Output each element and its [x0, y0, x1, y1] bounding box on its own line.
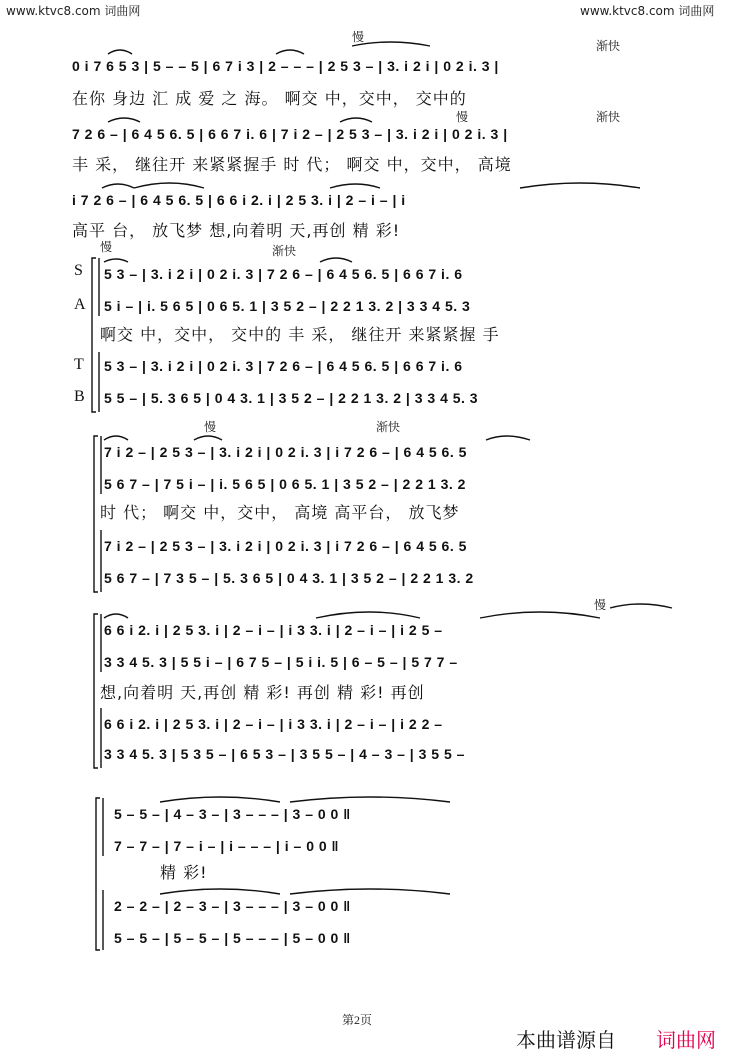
tenor-line: 6 6 i 2. i | 2 5 3. i | 2 – i – | i 3 3. i | 2 – i – | i 2 2 – — [104, 716, 443, 732]
tempo-mark-slow: 慢 — [352, 30, 365, 44]
page-number: 第2页 — [342, 1013, 373, 1027]
tempo-mark-slow: 慢 — [594, 598, 607, 612]
header-right-watermark: www.ktvc8.com 词曲网 — [580, 4, 715, 18]
tempo-mark-accel: 渐快 — [596, 110, 621, 124]
soprano-line: 5 – 5 – | 4 – 3 – | 3 – – – | 3 – 0 0 ‖ — [114, 806, 351, 822]
system-bracket — [94, 436, 98, 592]
tenor-line: 5 3 – | 3. i 2 i | 0 2 i. 3 | 7 2 6 – | 6 4 5 6. 5 | 6 6 7 i. 6 — [104, 358, 463, 374]
bass-line: 5 5 – | 5. 3 6 5 | 0 4 3. 1 | 3 5 2 – | 2 2 1 3. 2 | 3 3 4 5. 3 — [104, 390, 479, 406]
notation-line: 0 i 7 6 5 3 | 5 – – 5 | 6 7 i 3 | 2 – – – | 2 5 3 – | 3. i 2 i | 0 2 i. 3 | — [72, 58, 499, 74]
tempo-mark-slow: 慢 — [204, 420, 217, 434]
voice-label-s: S — [74, 262, 83, 279]
notation-line: i 7 2 6 – | 6 4 5 6. 5 | 6 6 i 2. i | 2 5 3. i | 2 – i – | i — [72, 192, 406, 208]
lyrics-line: 在你 身边 汇 成 爱 之 海。 啊交 中，交中， 交中的 — [72, 89, 467, 108]
tempo-mark-slow: 慢 — [100, 240, 113, 254]
notation-line: 7 2 6 – | 6 4 5 6. 5 | 6 6 7 i. 6 | 7 i 2 – | 2 5 3 – | 3. i 2 i | 0 2 i. 3 | — [72, 126, 508, 142]
tempo-mark-accel: 渐快 — [596, 39, 621, 53]
lyrics-line: 想,向着明 天,再创 精 彩! 再创 精 彩! 再创 — [100, 683, 425, 702]
header-left-watermark: www.ktvc8.com 词曲网 — [6, 4, 141, 18]
tenor-line: 7 i 2 – | 2 5 3 – | 3. i 2 i | 0 2 i. 3 | i 7 2 6 – | 6 4 5 6. 5 — [104, 538, 467, 554]
bass-line: 5 – 5 – | 5 – 5 – | 5 – – – | 5 – 0 0 ‖ — [114, 930, 351, 946]
bass-line: 5 6 7 – | 7 3 5 – | 5. 3 6 5 | 0 4 3. 1 | 3 5 2 – | 2 2 1 3. 2 — [104, 570, 474, 586]
alto-line: 5 i – | i. 5 6 5 | 0 6 5. 1 | 3 5 2 – | 2 2 1 3. 2 | 3 3 4 5. 3 — [104, 298, 471, 314]
lyrics-line: 丰 采， 继往开 来紧紧握手 时 代； 啊交 中，交中， 高境 — [72, 155, 512, 174]
system-bracket — [96, 798, 100, 950]
source-brand: 词曲网 — [656, 1028, 716, 1052]
tempo-mark-slow: 慢 — [456, 110, 469, 124]
source-label: 本曲谱源自 — [516, 1028, 616, 1052]
alto-line: 5 6 7 – | 7 5 i – | i. 5 6 5 | 0 6 5. 1 | 3 5 2 – | 2 2 1 3. 2 — [104, 476, 466, 492]
soprano-line: 5 3 – | 3. i 2 i | 0 2 i. 3 | 7 2 6 – | 6 4 5 6. 5 | 6 6 7 i. 6 — [104, 266, 463, 282]
system-bracket — [94, 614, 98, 768]
tempo-mark-accel: 渐快 — [376, 420, 401, 434]
lyrics-line: 高平 台， 放飞梦 想,向着明 天,再创 精 彩! — [72, 221, 401, 240]
voice-label-a: A — [74, 296, 86, 313]
lyrics-line: 时 代； 啊交 中，交中， 高境 高平台， 放飞梦 — [100, 503, 460, 522]
lyrics-line: 啊交 中，交中， 交中的 丰 采， 继往开 来紧紧握 手 — [100, 325, 500, 344]
tempo-mark-accel: 渐快 — [272, 244, 297, 258]
soprano-line: 7 i 2 – | 2 5 3 – | 3. i 2 i | 0 2 i. 3 | i 7 2 6 – | 6 4 5 6. 5 — [104, 444, 467, 460]
soprano-line: 6 6 i 2. i | 2 5 3. i | 2 – i – | i 3 3. i | 2 – i – | i 2 5 – — [104, 622, 443, 638]
bass-line: 3 3 4 5. 3 | 5 3 5 – | 6 5 3 – | 3 5 5 – | 4 – 3 – | 3 5 5 – — [104, 746, 465, 762]
alto-line: 7 – 7 – | 7 – i – | i – – – | i – 0 0 ‖ — [114, 838, 340, 854]
lyrics-line: 精 彩! — [160, 863, 208, 882]
voice-label-b: B — [74, 388, 85, 405]
system-bracket — [92, 258, 96, 412]
voice-label-t: T — [74, 356, 84, 373]
alto-line: 3 3 4 5. 3 | 5 5 i – | 6 7 5 – | 5 i i. 5 | 6 – 5 – | 5 7 7 – — [104, 654, 458, 670]
tenor-line: 2 – 2 – | 2 – 3 – | 3 – – – | 3 – 0 0 ‖ — [114, 898, 351, 914]
